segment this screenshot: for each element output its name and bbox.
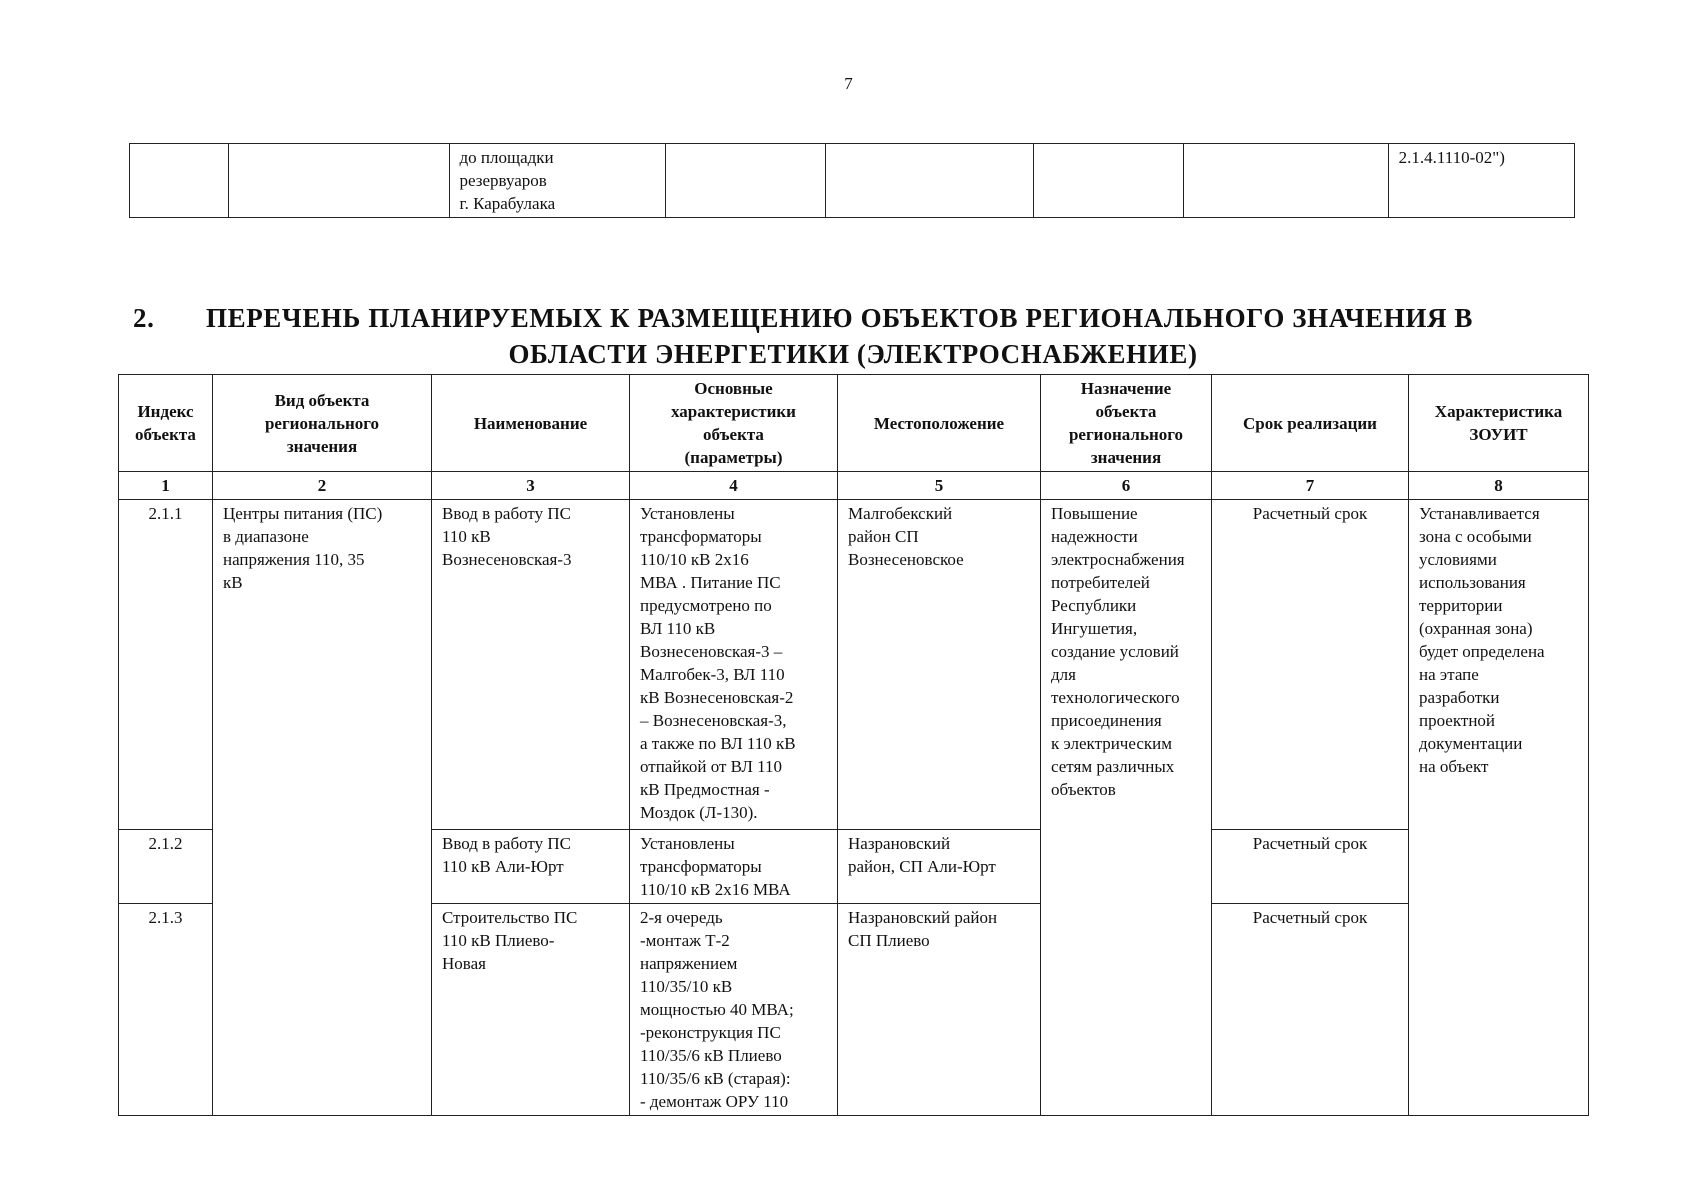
table-row [130,144,1575,218]
header-term: Срок реализации [1212,375,1409,472]
header-params: Основные характеристики объекта (параметры) [630,375,838,472]
cont-cell-5 [826,144,1034,218]
object-params: Установлены трансформаторы 110/10 кВ 2х16 МВА [630,830,838,904]
header-location: Местоположение [838,375,1041,472]
page-number: 7 [844,74,853,93]
object-location: Назрановский район СП Плиево [838,904,1041,1116]
object-location: Малгобекский район СП Вознесеновское [838,500,1041,830]
objects-table [118,374,1589,1116]
header-index: Индекс объекта [119,375,213,472]
object-params: 2-я очередь -монтаж Т-2 напряжением 110/35/10 кВ мощностью 40 МВА; -реконструкция ПС 110/35/6 кВ Плиево 110/35/6 кВ (старая): - демонтаж ОРУ 110 [630,904,838,1116]
column-number: 8 [1409,472,1589,500]
object-term: Расчетный срок [1212,500,1409,830]
column-numbers-row [119,472,1589,500]
object-purpose: Повышение надежности электроснабжения потребителей Республики Ингушетия, создание условий для технологического присоединения к электрическим сетям различных объектов [1041,500,1212,1116]
table-row [119,500,1589,830]
section-title-line2: ОБЛАСТИ ЭНЕРГЕТИКИ (ЭЛЕКТРОСНАБЖЕНИЕ) [508,339,1198,369]
object-params: Установлены трансформаторы 110/10 кВ 2х16 МВА . Питание ПС предусмотрено по ВЛ 110 кВ Вознесеновская-3 – Малгобек-3, ВЛ 110 кВ Вознесеновская-2 – Вознесеновская-3, а также по ВЛ 110 кВ отпайкой от ВЛ 110 кВ Предмостная - Моздок (Л-130). [630,500,838,830]
object-name: Ввод в работу ПС 110 кВ Вознесеновская-3 [432,500,630,830]
cont-cell-6 [1034,144,1183,218]
cont-cell-4 [666,144,826,218]
column-number: 2 [213,472,432,500]
cont-cell-8: 2.1.4.1110-02") [1388,144,1574,218]
row-index: 2.1.2 [119,830,213,904]
continuation-table [129,143,1575,218]
object-name: Строительство ПС 110 кВ Плиево- Новая [432,904,630,1116]
cont-cell-3: до площадки резервуаров г. Карабулака [449,144,666,218]
cont-cell-2 [228,144,449,218]
object-type: Центры питания (ПС) в диапазоне напряжения 110, 35 кВ [213,500,432,1116]
header-purpose: Назначение объекта регионального значения [1041,375,1212,472]
column-number: 4 [630,472,838,500]
section-number: 2. [133,303,155,333]
header-zouit: Характеристика ЗОУИТ [1409,375,1589,472]
cont-cell-7 [1183,144,1388,218]
object-term: Расчетный срок [1212,830,1409,904]
column-number: 6 [1041,472,1212,500]
column-number: 7 [1212,472,1409,500]
table-header-row [119,375,1589,472]
column-number: 5 [838,472,1041,500]
header-name: Наименование [432,375,630,472]
object-location: Назрановский район, СП Али-Юрт [838,830,1041,904]
header-type: Вид объекта регионального значения [213,375,432,472]
object-name: Ввод в работу ПС 110 кВ Али-Юрт [432,830,630,904]
object-term: Расчетный срок [1212,904,1409,1116]
row-index: 2.1.3 [119,904,213,1116]
column-number: 1 [119,472,213,500]
row-index: 2.1.1 [119,500,213,830]
object-zouit: Устанавливается зона с особыми условиями использования территории (охранная зона) будет определена на этапе разработки проектной документации на объект [1409,500,1589,1116]
section-title-line1: ПЕРЕЧЕНЬ ПЛАНИРУЕМЫХ К РАЗМЕЩЕНИЮ ОБЪЕКТОВ РЕГИОНАЛЬНОГО ЗНАЧЕНИЯ В [206,303,1474,333]
column-number: 3 [432,472,630,500]
cont-cell-1 [130,144,229,218]
